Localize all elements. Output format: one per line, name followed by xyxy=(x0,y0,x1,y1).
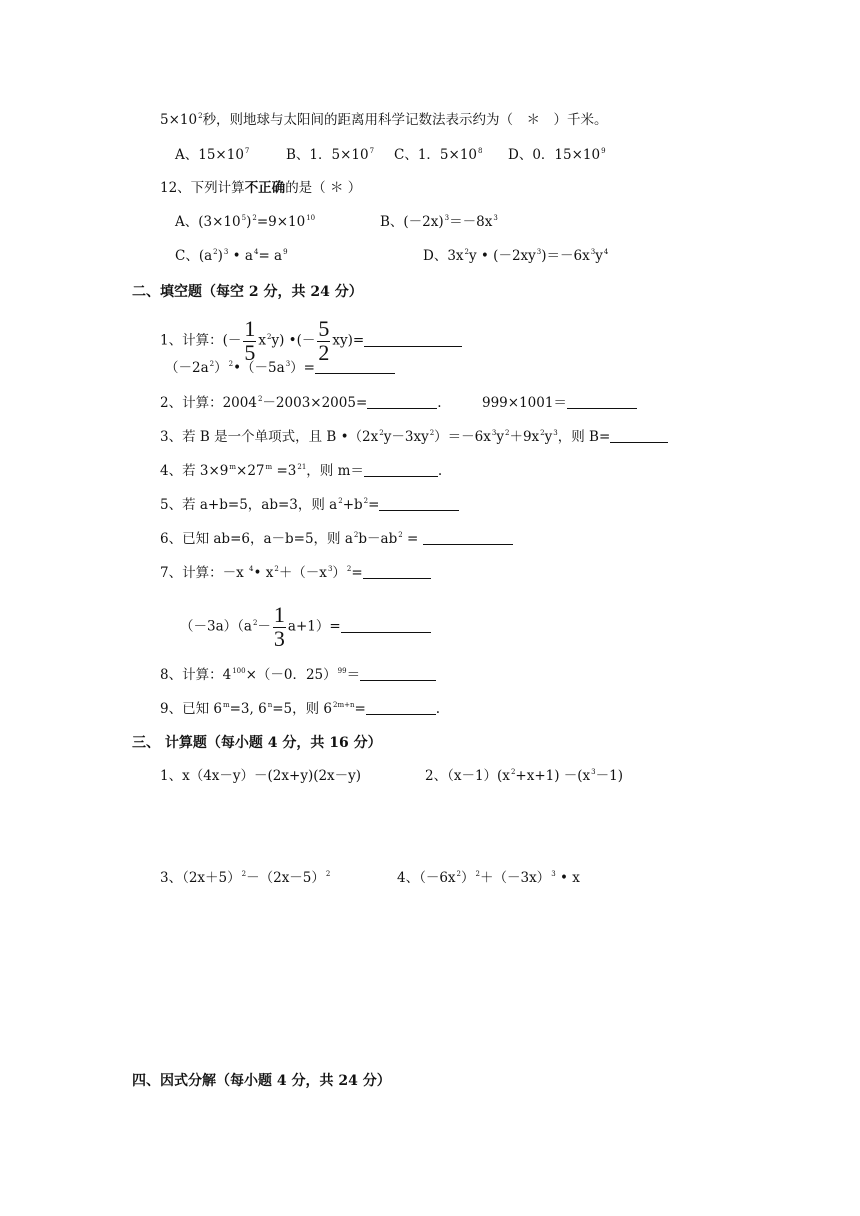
s2-q6-t3: = xyxy=(402,531,423,547)
s2-q7-t1: 7、计算：－x xyxy=(160,565,248,581)
s2-q5-e2: 2 xyxy=(363,497,369,505)
s2-q9 xyxy=(160,703,440,717)
q12-d-3: )＝－6x xyxy=(541,248,590,264)
s2-q4 xyxy=(160,465,442,479)
s2-q7b-e1: 2 xyxy=(252,618,258,627)
s2-q7b-t3: a+1）= xyxy=(287,618,341,635)
s2-q7b-t1: （－3a）（a xyxy=(180,618,252,635)
s2-q7-t4: ） xyxy=(332,565,346,581)
s2-q7-e2: 2 xyxy=(274,565,279,573)
q12-d-3-exp: 3 xyxy=(590,248,596,256)
s2-q6-e1: 2 xyxy=(353,531,359,539)
q12-c-3-exp: 4 xyxy=(253,248,259,256)
s2-q3-e4: 2 xyxy=(504,429,510,437)
s2-q1-post: xy)= xyxy=(332,332,365,349)
s3-p2-t2: +x+1) －(x xyxy=(515,768,591,784)
s2-q7 xyxy=(160,567,431,581)
q11-option-d xyxy=(508,149,606,163)
q12-c-4: = a xyxy=(258,248,283,264)
s2-q1-f1-den: 5 xyxy=(244,340,256,365)
s2-q4-t2: ×27 xyxy=(236,463,265,479)
section4-title: 四、因式分解（每小题 4 分，共 24 分） xyxy=(132,1073,391,1089)
s2-q3-e5: 2 xyxy=(540,429,545,437)
s2-q2 xyxy=(160,397,442,411)
s2-q9-e1: m xyxy=(222,701,230,709)
s2-q3-t6: y xyxy=(544,429,553,445)
s3-problem-2 xyxy=(425,770,623,784)
s2-q1b-t2: ） xyxy=(214,360,228,376)
s3-p3-t2: －（2x－5） xyxy=(246,870,325,886)
s2-q1 xyxy=(160,318,462,364)
s2-q9-answer-blank[interactable] xyxy=(366,714,436,715)
s2-q2-answer-blank-2[interactable] xyxy=(567,408,637,409)
q12-pre: 12、下列计算 xyxy=(160,180,245,196)
s2-q3 xyxy=(160,431,668,445)
s2-q7-e1: 4 xyxy=(249,565,254,573)
q12-bold: 不正确 xyxy=(244,180,286,196)
s3-p2-t1: 2、（x－1）(x xyxy=(425,768,510,784)
s3-p4-t1: 4、（－6x xyxy=(397,870,456,886)
s3-p2-e2: 3 xyxy=(591,768,596,776)
s2-q1b-e3: 3 xyxy=(285,360,291,368)
s2-q9-t1: 9、已知 6 xyxy=(160,701,222,717)
q12-a-1: A、(3×10 xyxy=(175,214,241,230)
q12-b-2-exp: 3 xyxy=(493,214,498,222)
q12-a-1-exp: 5 xyxy=(241,214,247,222)
s2-q2-e1: 2 xyxy=(257,395,263,403)
s2-q8 xyxy=(160,669,436,683)
s2-q1-answer-blank[interactable] xyxy=(364,346,462,347)
s2-q2-t2: －2003×2005= xyxy=(262,395,368,411)
s2-q7b-answer-blank[interactable] xyxy=(341,632,431,633)
q12-option-a xyxy=(175,216,315,230)
s2-q3-answer-blank[interactable] xyxy=(610,442,668,443)
s2-q2-t1: 2、计算：2004 xyxy=(160,395,257,411)
s2-q3-t2: y－3xy xyxy=(383,429,429,445)
s3-p4-t4: • x xyxy=(555,870,580,886)
s2-q7b-t2: － xyxy=(257,618,271,635)
q11-tail-exp: 2 xyxy=(198,112,203,120)
s2-q1-f1-num: 1 xyxy=(244,316,256,341)
s2-q7b-f-num: 1 xyxy=(273,602,285,627)
q12-b-1-exp: 3 xyxy=(444,214,450,222)
s3-problem-4 xyxy=(397,872,580,886)
q11-a-exp: 7 xyxy=(244,147,250,155)
section2-title: 二、填空题（每空 2 分，共 24 分） xyxy=(132,284,363,300)
s2-q9-e3: 2m+n xyxy=(333,701,355,709)
s2-q8-e1: 100 xyxy=(232,667,246,675)
s2-q1-mid1-exp: 2 xyxy=(266,332,272,341)
s2-q4-t1: 4、若 3×9 xyxy=(160,463,229,479)
s2-q1-f2-den: 2 xyxy=(318,340,330,365)
q12-d-2: y • (－2xy xyxy=(469,248,536,264)
s2-q6-t1: 6、已知 ab=6，a－b=5，则 a xyxy=(160,531,353,547)
q11-a-text: A、15×10 xyxy=(175,147,244,163)
s2-q5-e1: 2 xyxy=(338,497,343,505)
s3-problem-1: 1、x（4x－y）－(2x+y)(2x－y) xyxy=(160,768,362,784)
s2-q9-t4: = xyxy=(354,701,366,717)
s3-p4-t3: ＋（－3x） xyxy=(479,870,551,886)
s2-q3-t5: ＋9x xyxy=(509,429,540,445)
s3-p4-t2: ） xyxy=(461,870,475,886)
q12-a-2: ) xyxy=(246,214,252,230)
s2-q6 xyxy=(160,533,513,547)
s2-q8-e2: 99 xyxy=(337,667,347,675)
q12-c-2-exp: 3 xyxy=(223,248,229,256)
s2-q2-answer-blank-1[interactable] xyxy=(367,408,437,409)
s2-q3-t1: 3、若 B 是一个单项式，且 B •（2x xyxy=(160,429,379,445)
q11-b-text: B、1．5×10 xyxy=(286,147,369,163)
s2-q9-t2: =3, 6 xyxy=(229,701,267,717)
q12-a-2-exp: 2 xyxy=(252,214,257,222)
s2-q3-t7: ，则 B= xyxy=(557,429,611,445)
q12-d-1: D、3x xyxy=(423,248,464,264)
q12-d-4-exp: 4 xyxy=(603,248,609,256)
q12-d-4: y xyxy=(595,248,603,264)
s2-q9-t3: =5，则 6 xyxy=(272,701,332,717)
s2-q5 xyxy=(160,499,459,513)
q12-c-1: C、(a xyxy=(175,248,213,264)
s2-q9-t5: . xyxy=(435,701,441,717)
s2-q7-answer-blank[interactable] xyxy=(363,578,431,579)
s2-q3-e3: 3 xyxy=(491,429,497,437)
q12-option-d xyxy=(423,250,608,264)
s2-q4-t4: ，则 m＝ xyxy=(306,463,364,479)
s2-q1b-e1: 2 xyxy=(209,360,215,368)
s3-p3-e2: 2 xyxy=(325,870,331,878)
s2-q1-mid1: x xyxy=(258,332,266,349)
q11-tail-pre: 5×10 xyxy=(160,112,198,128)
s2-q6-t2: b－ab xyxy=(358,531,398,547)
q12-stem xyxy=(160,182,361,196)
s2-q3-e2: 2 xyxy=(429,429,435,437)
q11-c-exp: 8 xyxy=(478,147,483,155)
s2-q7b xyxy=(180,604,431,650)
q11-d-exp: 9 xyxy=(601,147,606,155)
s2-q2-t4: 999×1001＝ xyxy=(482,395,567,411)
q12-c-3: • a xyxy=(228,248,253,264)
s2-q3-e6: 3 xyxy=(553,429,558,437)
s2-q1b-e2: 2 xyxy=(228,360,234,368)
q12-option-c xyxy=(175,250,288,264)
section3-title: 三、 计算题（每小题 4 分，共 16 分） xyxy=(132,735,382,751)
s3-p3-e1: 2 xyxy=(241,870,247,878)
s2-q4-t5: . xyxy=(437,463,443,479)
q12-post: 的是（ ＊ ） xyxy=(285,180,362,196)
s2-q3-t3: ）＝－6x xyxy=(434,429,491,445)
s2-q8-answer-blank[interactable] xyxy=(360,680,436,681)
s3-problem-3 xyxy=(160,872,330,886)
q12-a-3-exp: 10 xyxy=(306,214,316,222)
s2-q1b-answer-blank[interactable] xyxy=(315,373,395,374)
s2-q1-mid2: y) •(－ xyxy=(271,332,316,349)
s2-q1b-t4: ）= xyxy=(290,360,315,376)
s2-q1b-t3: •（－5a xyxy=(233,360,285,376)
s2-q2-second xyxy=(482,397,637,411)
s2-q4-answer-blank[interactable] xyxy=(364,476,438,477)
s2-q7-t3: ＋（－x xyxy=(278,565,327,581)
s2-q7-e4: 2 xyxy=(346,565,352,573)
s2-q5-t1: 5、若 a+b=5，ab=3，则 a xyxy=(160,497,338,513)
q12-c-4-exp: 9 xyxy=(283,248,288,256)
q12-a-3: =9×10 xyxy=(256,214,306,230)
q12-option-b xyxy=(380,216,498,230)
s2-q7b-fraction xyxy=(273,604,286,650)
s2-q3-t4: y xyxy=(496,429,504,445)
q11-option-c xyxy=(394,149,482,163)
s2-q4-e3: 21 xyxy=(297,463,307,471)
s2-q6-answer-blank[interactable] xyxy=(423,544,513,545)
s3-p4-e3: 3 xyxy=(551,870,556,878)
s2-q1-fraction-2 xyxy=(317,318,330,364)
s2-q7-t2: • x xyxy=(253,565,274,581)
s2-q5-t2: +b xyxy=(342,497,363,513)
q12-b-2: ＝－8x xyxy=(449,214,493,230)
s2-q3-e1: 2 xyxy=(379,429,384,437)
s2-q7b-f-den: 3 xyxy=(273,626,285,651)
s3-p3-t1: 3、（2x＋5） xyxy=(160,870,241,886)
q12-c-1-exp: 2 xyxy=(213,248,218,256)
s2-q2-t3: . xyxy=(437,395,442,411)
s3-p2-t3: －1) xyxy=(595,768,623,784)
q11-option-b xyxy=(286,149,374,163)
s2-q4-e2: m xyxy=(265,463,273,471)
q11-b-exp: 7 xyxy=(369,147,375,155)
s2-q5-t3: = xyxy=(368,497,380,513)
s2-q7-e3: 3 xyxy=(327,565,333,573)
q11-tail-text: 秒，则地球与太阳间的距离用科学记数法表示约为（ ＊ ）千米。 xyxy=(202,112,608,128)
s2-q1-fraction-1 xyxy=(243,318,256,364)
q11-option-a xyxy=(175,149,249,163)
s2-q7-t5: = xyxy=(351,565,363,581)
s3-p2-e1: 2 xyxy=(510,768,516,776)
q12-d-2-exp: 3 xyxy=(536,248,542,256)
q12-c-2: ) xyxy=(217,248,223,264)
q11-d-text: D、0．15×10 xyxy=(508,147,601,163)
s2-q5-answer-blank[interactable] xyxy=(379,510,459,511)
s2-q1b-t1: （－2a xyxy=(165,360,209,376)
s2-q4-t3: =3 xyxy=(272,463,297,479)
s2-q4-e1: m xyxy=(229,463,237,471)
s2-q9-e2: n xyxy=(267,701,273,709)
s3-p4-e2: 2 xyxy=(475,870,480,878)
q12-b-1: B、(－2x) xyxy=(380,214,444,230)
s2-q8-t1: 8、计算：4 xyxy=(160,667,232,683)
s2-q1-pre: 1、计算：(－ xyxy=(160,332,242,349)
q11-stem-tail xyxy=(160,114,608,128)
s3-p4-e1: 2 xyxy=(456,870,462,878)
s2-q1b xyxy=(165,362,395,376)
s2-q6-e2: 2 xyxy=(398,531,403,539)
s2-q8-t3: ＝ xyxy=(346,667,361,683)
q12-d-1-exp: 2 xyxy=(464,248,469,256)
q11-c-text: C、1．5×10 xyxy=(394,147,477,163)
s2-q8-t2: ×（－0．25） xyxy=(245,667,337,683)
s2-q1-f2-num: 5 xyxy=(318,316,330,341)
